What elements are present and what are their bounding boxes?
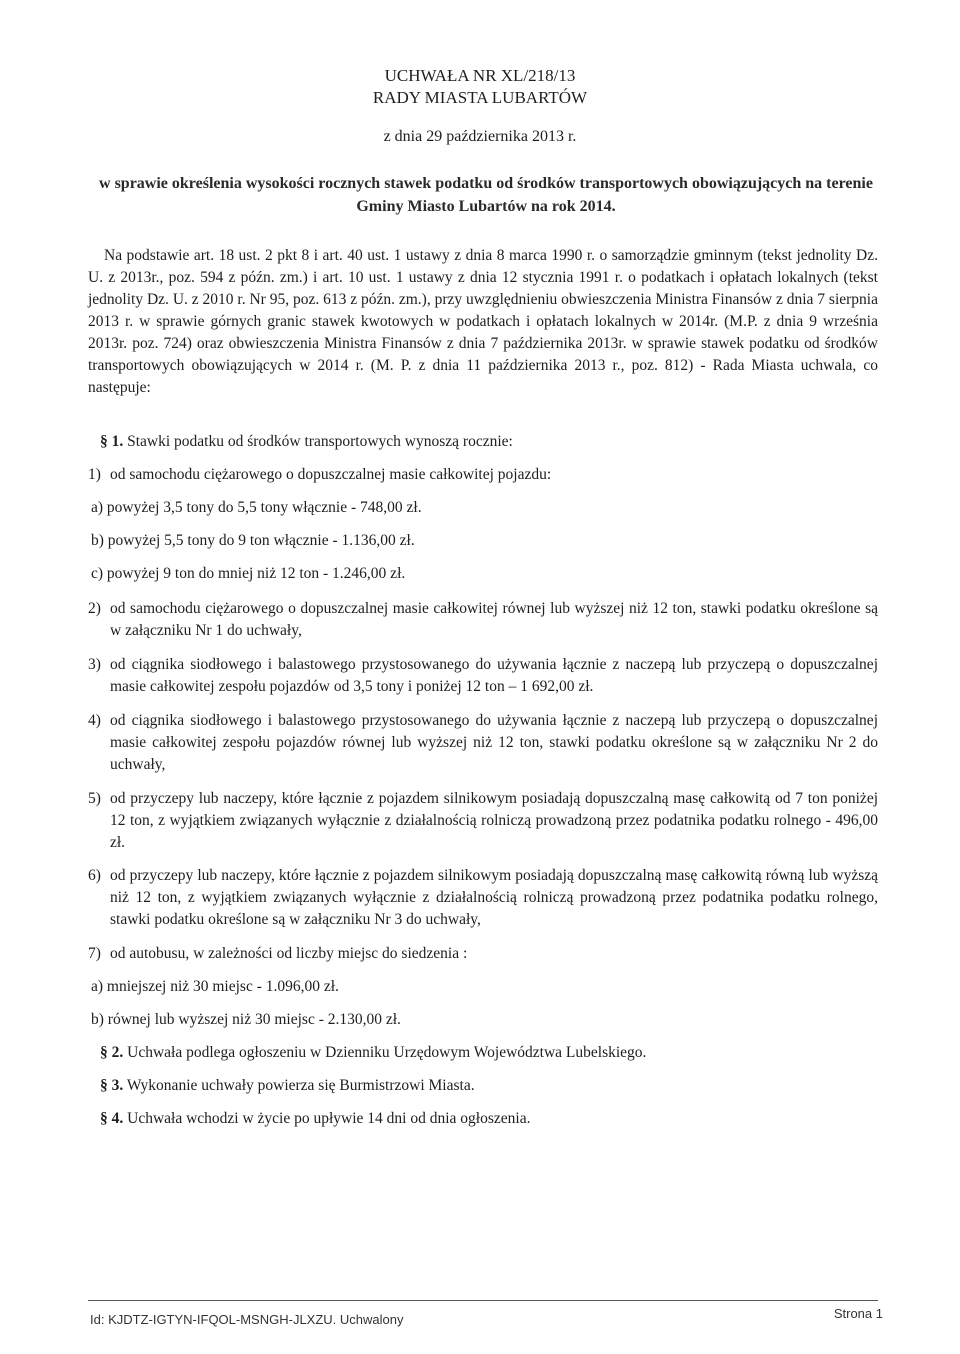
item-text: od samochodu ciężarowego o dopuszczalnej masie całkowitej równej lub wyższej niż 12 ton, stawki podatku określone są w załączniku Nr 1 do uchwały, [110, 600, 878, 639]
section-3-mark: § 3. [100, 1077, 124, 1094]
section-1 [100, 431, 513, 453]
item-number: 2) [88, 600, 101, 617]
section-1-text: Stawki podatku od środków transportowych wynoszą rocznie: [127, 433, 513, 450]
item-1-sub-a: a) powyżej 3,5 tony do 5,5 tony włącznie - 748,00 zł. [91, 499, 422, 516]
item-number: 6) [88, 867, 101, 884]
section-4-text: Uchwała wchodzi w życie po upływie 14 dni od dnia ogłoszenia. [127, 1110, 531, 1127]
item-text: od przyczepy lub naczepy, które łącznie z pojazdem silnikowym posiadają dopuszczalną masę całkowitą od 7 ton poniżej 12 ton, z wyjątkiem związanych wyłącznie z działalnością rolniczą prowadzoną przez podatnika podatku rolnego - 496,00 zł. [110, 790, 878, 851]
item-6 [88, 865, 878, 931]
item-text: od ciągnika siodłowego i balastowego przystosowanego do używania łącznie z naczepą lub przyczepą o dopuszczalnej masie całkowitej zespołu pojazdów od 3,5 tony i poniżej 12 ton – 1 692,00 zł. [110, 656, 878, 695]
item-number: 3) [88, 656, 101, 673]
item-7-sub-b: b) równej lub wyższej niż 30 miejsc - 2.130,00 zł. [91, 1011, 401, 1028]
item-7 [88, 943, 878, 965]
section-4 [100, 1108, 530, 1130]
item-4 [88, 710, 878, 776]
section-3 [100, 1075, 475, 1097]
resolution-topic: w sprawie określenia wysokości rocznych stawek podatku od środków transportowych obowiązujących na terenie Gminy Miasto Lubartów na rok 2014. [99, 175, 873, 215]
resolution-number: UCHWAŁA NR XL/218/13 [384, 66, 576, 85]
section-2 [100, 1042, 646, 1064]
item-2 [88, 598, 878, 642]
section-1-mark: § 1. [100, 433, 124, 450]
item-text: od autobusu, w zależności od liczby miejsc do siedzenia : [110, 945, 468, 962]
item-1-sub-b: b) powyżej 5,5 tony do 9 ton włącznie - 1.136,00 zł. [91, 532, 415, 549]
item-number: 1) [88, 466, 101, 483]
page-number: Strona 1 [833, 1306, 883, 1321]
item-5 [88, 788, 878, 854]
section-3-text: Wykonanie uchwały powierza się Burmistrzowi Miasta. [126, 1077, 475, 1094]
item-number: 7) [88, 945, 101, 962]
item-text: od ciągnika siodłowego i balastowego przystosowanego do używania łącznie z naczepą lub przyczepą o dopuszczalnej masie całkowitej zespołu pojazdów równej lub wyższej niż 12 ton, stawki podatku określone są w załączniku Nr 2 do uchwały, [110, 712, 878, 773]
council-name: RADY MIASTA LUBARTÓW [372, 88, 588, 107]
item-text: od samochodu ciężarowego o dopuszczalnej masie całkowitej pojazdu: [110, 466, 552, 483]
footer-divider [88, 1300, 878, 1301]
item-3 [88, 654, 878, 698]
item-text: od przyczepy lub naczepy, które łącznie z pojazdem silnikowym posiadają dopuszczalną masę całkowitą równą lub wyższą niż 12 ton, z wyjątkiem związanych wyłącznie z działalnością rolniczą prowadzoną przez podatnika podatku rolnego, stawki podatku określone są w załączniku Nr 3 do uchwały, [110, 867, 878, 928]
section-4-mark: § 4. [100, 1110, 124, 1127]
document-id: Id: KJDTZ-IGTYN-IFQOL-MSNGH-JLXZU. Uchwalony [90, 1312, 404, 1327]
item-number: 4) [88, 712, 101, 729]
resolution-date: z dnia 29 października 2013 r. [383, 128, 577, 145]
item-number: 5) [88, 790, 101, 807]
item-7-sub-a: a) mniejszej niż 30 miejsc - 1.096,00 zł. [91, 978, 339, 995]
section-2-text: Uchwała podlega ogłoszeniu w Dzienniku Urzędowym Województwa Lubelskiego. [127, 1044, 647, 1061]
section-2-mark: § 2. [100, 1044, 124, 1061]
item-1-sub-c: c) powyżej 9 ton do mniej niż 12 ton - 1.246,00 zł. [91, 565, 406, 582]
item-1 [88, 464, 878, 486]
legal-basis-paragraph: Na podstawie art. 18 ust. 2 pkt 8 i art. 40 ust. 1 ustawy z dnia 8 marca 1990 r. o samorządzie gminnym (tekst jednolity Dz. U. z 2013r., poz. 594 z późn. zm.) i art. 10 ust. 1 ustawy z dnia 12 stycznia 1991 r. o podatkach i opłatach lokalnych (tekst jednolity Dz. U. z 2010 r. Nr 95, poz. 613 z późn. zm.), przy uwzględnieniu obwieszczenia Ministra Finansów z dnia 7 sierpnia 2013 r. w sprawie górnych granic stawek kwotowych w podatkach i opłatach lokalnych w 2014r. (M.P. z dnia 9 września 2013r. poz. 724) oraz obwieszczenia Ministra Finansów z dnia 7 października 2013r. w sprawie stawek podatku od środków transportowych obowiązujących w 2014 r. (M. P. z dnia 11 października 2013 r., poz. 812) - Rada Miasta uchwala, co następuje: [88, 247, 878, 396]
